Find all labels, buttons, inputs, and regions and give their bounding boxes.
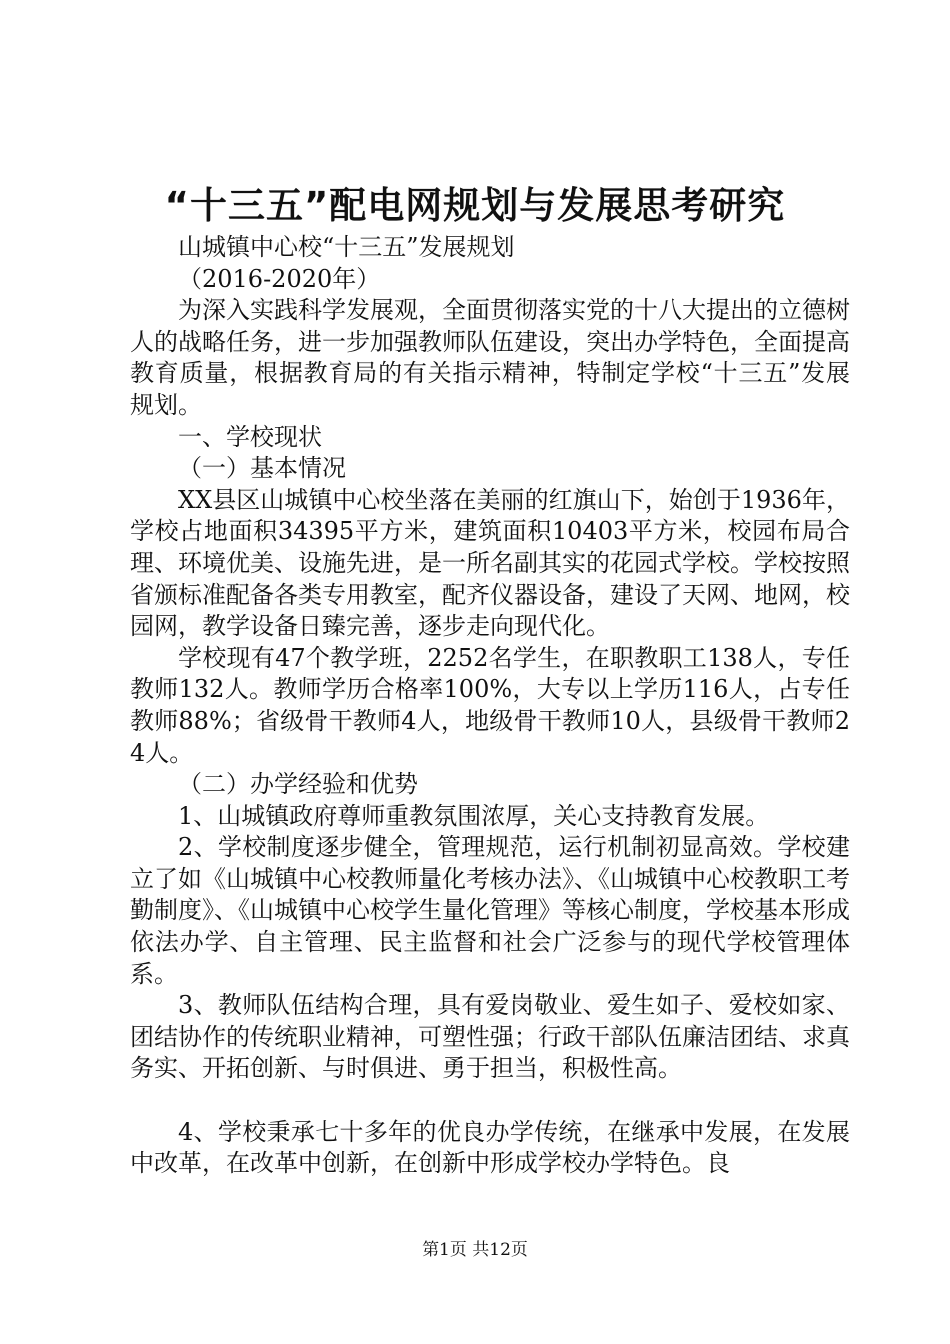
paragraph-statistics: 学校现有47个教学班，2252名学生，在职教职工138人，专任教师132人。教师学历合格率100%，大专以上学历116人，占专任教师88%；省级骨干教师4人，地级骨干教师10人，县级骨干教师24人。	[130, 643, 850, 767]
paragraph-plan-period: （2016-2020年）	[178, 264, 381, 293]
paragraph-intro: 为深入实践科学发展观，全面贯彻落实党的十八大提出的立德树人的战略任务，进一步加强教师队伍建设，突出办学特色，全面提高教育质量，根据教育局的有关指示精神，特制定学校“十三五”发展规划。	[130, 296, 850, 419]
page-number-footer: 第1页 共12页	[422, 1240, 528, 1260]
subsection-heading-advantages: （二）办学经验和优势	[178, 770, 418, 799]
list-item-advantage-2: 2、学校制度逐步健全，管理规范，运行机制初显高效。学校建立了如《山城镇中心校教师量化考核办法》、《山城镇中心校教职工考勤制度》、《山城镇中心校学生量化管理》等核心制度，学校基本形成依法办学、自主管理、民主监督和社会广泛参与的现代学校管理体系。	[130, 833, 850, 988]
document-title: “十三五”配电网规划与发展思考研究	[164, 184, 786, 227]
subsection-heading-basic: （一）基本情况	[178, 454, 346, 483]
list-item-advantage-4: 4、学校秉承七十多年的优良办学传统，在继承中发展，在发展中改革，在改革中创新，在创新中形成学校办学特色。良	[130, 1117, 850, 1178]
paragraph-basic-info: XX县区山城镇中心校坐落在美丽的红旗山下，始创于1936年，学校占地面积34395平方米，建筑面积10403平方米，校园布局合理、环境优美、设施先进，是一所名副其实的花园式学校。学校按照省颁标准配备各类专用教室，配齐仪器设备，建设了天网、地网，校园网，教学设备日臻完善，逐步走向现代化。	[130, 485, 850, 641]
document-body	[130, 232, 850, 1180]
list-item-advantage-3: 3、教师队伍结构合理，具有爱岗敬业、爱生如子、爱校如家、团结协作的传统职业精神，可塑性强；行政干部队伍廉洁团结、求真务实、开拓创新、与时俱进、勇于担当，积极性高。	[130, 991, 850, 1083]
list-item-advantage-1: 1、山城镇政府尊师重教氛围浓厚，关心支持教育发展。	[178, 801, 770, 830]
section-heading-status: 一、学校现状	[178, 422, 322, 451]
paragraph-plan-name: 山城镇中心校“十三五”发展规划	[178, 233, 515, 261]
